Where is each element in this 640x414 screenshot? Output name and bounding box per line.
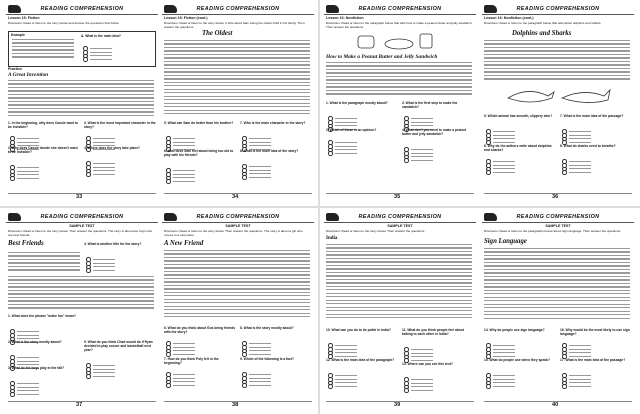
question-2: 2. Which of these is an opinion? [326,128,377,132]
page-number: 34 [232,194,239,200]
sample-test-label: SAMPLE TEST [387,224,413,228]
question-6-options[interactable] [166,162,195,176]
sample-test-label: SAMPLE TEST [69,224,95,228]
directions-text: Directions: Read or listen to the story below. Then answer the questions. [326,229,426,233]
question-7: 7. How do you think Poly felt in the beginning? [164,357,219,365]
story-title: Best Friends [8,240,44,247]
page-header-title: READING COMPREHENSION [40,6,124,12]
page-34 [162,4,314,200]
question-8: 8. What do sharks need to breathe? [560,144,616,148]
sandwich-illustration-icon [354,30,444,52]
story-text [164,40,310,117]
story-title: A New Friend [164,240,204,247]
story-text [484,40,630,82]
question-11-options[interactable] [404,341,433,355]
story-title: India [326,236,338,241]
lesson-title: Lesson 16: Nonfiction (cont.) [484,16,534,20]
question-7-options[interactable] [242,130,271,144]
example-passage [12,39,74,60]
page-number: 38 [232,402,239,408]
question-1: 1. What does the phrase "make fun" mean? [8,314,76,318]
question-17-options[interactable] [562,367,591,381]
page-header-title: READING COMPREHENSION [516,6,600,12]
example-question: A. What is the main idea? [81,34,121,38]
question-5: 5. What do you think Chad would do if Ryan decided to play soccer and basketball next year? [84,340,153,352]
page-header [6,4,158,15]
question-3: 3. What do the boys play in the fall? [8,366,65,370]
page-header [324,4,476,15]
question-11: 11. What do you think people feel about talking to each other in India? [402,328,464,336]
question-2: 2. Why does Cassie decide she doesn't want to be invisible? [8,146,78,154]
question-3-options[interactable] [10,375,39,389]
page-header-title: READING COMPREHENSION [40,214,124,220]
page-header [6,212,158,223]
question-5-options[interactable] [486,123,515,137]
page-header-title: READING COMPREHENSION [358,214,442,220]
sample-test-label: SAMPLE TEST [225,224,251,228]
question-14-options[interactable] [486,337,515,351]
question-6: 6. What do you think about Gus being friends with the story? [164,326,236,334]
page-header [482,4,634,15]
question-1-options[interactable] [328,110,357,124]
question-13-options[interactable] [404,371,433,385]
page-38 [162,212,314,408]
directions-text: Directions: Read or listen to the story below. Then answer the questions. The story is about two boys who are best friends. [8,229,153,237]
page-number: 39 [394,402,401,408]
question-12-options[interactable] [328,367,357,381]
directions-text: Directions: Read or listen to the paragraph below that tells how to make a peanut butter and jelly sandwich. Then answer the questions. [326,21,473,29]
story-text [326,62,472,97]
dolphin-shark-illustration-icon [502,84,612,108]
lesson-title: Lesson 15: Fiction (cont.) [164,16,208,20]
directions-text: Directions: Read or listen to the story below and answer the questions that follow. [8,21,120,25]
story-title: The Oldest [202,30,233,37]
question-4-options[interactable] [86,251,115,265]
question-4: 4. What is another title for the story? [84,242,142,246]
question-9-options[interactable] [242,366,271,380]
story-title: Dolphins and Sharks [512,30,572,37]
question-2-options[interactable] [10,349,39,363]
story-title: How to Make a Peanut Butter and Jelly Sandwich [326,54,438,60]
question-1: 1. What is the paragraph mostly about? [326,101,388,105]
question-7-options[interactable] [166,366,195,380]
question-7-options[interactable] [562,123,591,137]
question-1: 1. In the beginning, why does Cassie want to be invisible? [8,121,78,129]
question-2: 2. What is the story mostly about? [8,340,62,344]
page-number: 40 [552,402,559,408]
page-number: 37 [76,402,83,408]
question-16: 16. Why would be the most likely to use sign language? [560,328,630,336]
question-4-options[interactable] [404,141,433,155]
question-10: 10. What can you do to be polite in India? [326,328,391,332]
directions-text: Directions: Read or listen to the story below. It tells about Sam being the oldest child in his family. Then answer the questions. [164,21,305,29]
story-text [8,276,154,311]
question-2-options[interactable] [328,134,357,148]
question-16-options[interactable] [562,337,591,351]
question-3-options[interactable] [404,110,433,124]
row-divider [0,206,640,208]
directions-text: Directions: Read or listen to the paragraphs below about sign language. Then answer the questions. [484,229,622,233]
question-8-options[interactable] [242,158,271,172]
question-5: 5. What can Sam do better than his brother? [164,121,234,125]
question-4: 4. Where does the story take place? [84,146,141,150]
story-text [8,80,154,118]
directions-text: Directions: Read or listen to the story below. Then answer the questions. The story is about a girl who moves to a new place. [164,229,303,237]
page-37 [6,212,158,408]
question-6-options[interactable] [166,335,195,349]
page-36 [482,4,634,200]
question-14: 14. Why do people use sign language? [484,328,545,332]
example-options[interactable] [83,40,112,54]
lesson-title: Lesson 16: Nonfiction [326,16,364,20]
question-8-options[interactable] [242,335,271,349]
page-40 [482,212,634,408]
question-6-options[interactable] [486,153,515,167]
page-33 [6,4,158,200]
question-17: 17. What is the main idea of the passage? [560,358,626,362]
question-6: 6. Why do the authors write about dolphins and sharks? [484,144,552,152]
question-3-options[interactable] [86,130,115,144]
question-2-options[interactable] [10,159,39,173]
page-number: 33 [76,194,83,200]
story-title: A Great Invention [8,72,49,78]
question-13: 13. Where can you see this text? [402,362,453,366]
question-12: 12. What is the main idea of the paragraph? [326,358,395,362]
page-35 [324,4,476,200]
page-39 [324,212,476,408]
practice-label: Practice [8,67,22,71]
page-header [324,212,476,223]
question-1-options[interactable] [10,323,39,337]
question-5-options[interactable] [166,130,195,144]
page-header-title: READING COMPREHENSION [516,214,600,220]
page-header-title: READING COMPREHENSION [196,6,280,12]
story-text-left [8,252,80,273]
story-text [326,244,472,321]
question-3: 3. What is the most important character in the story? [84,121,156,129]
sample-test-label: SAMPLE TEST [545,224,571,228]
lesson-title: Lesson 15: Fiction [8,16,40,20]
page-header-title: READING COMPREHENSION [196,214,280,220]
example-box [8,31,156,67]
story-title: Sign Language [484,238,527,245]
directions-text: Directions: Read or listen to the paragraph below that tells about dolphins and sharks. [484,21,602,25]
story-text [164,250,310,320]
page-number: 36 [552,194,559,200]
page-header [482,212,634,223]
page-header-title: READING COMPREHENSION [358,6,442,12]
question-8: 8. What is the main idea of the story? [240,149,299,153]
question-7: 7. What is the main idea of the passage? [560,114,624,118]
page-header [162,212,314,223]
question-4-options[interactable] [86,155,115,169]
question-7: 7. Who is the main character in the story? [240,121,306,125]
question-1-options[interactable] [10,130,39,144]
question-5-options[interactable] [86,357,115,371]
example-label: Example [11,33,25,37]
page-header [162,4,314,15]
question-10-options[interactable] [328,337,357,351]
question-8-options[interactable] [562,153,591,167]
question-6: 6. How does Sam feel about being too old to play with his friends? [164,149,234,157]
question-4: 4. What don't you need to make a peanut butter and jelly sandwich? [402,128,466,136]
question-3: 3. What is the first step to make the sandwich? [402,101,458,109]
page-number: 35 [394,194,401,200]
story-text [484,248,630,321]
question-9: 9. Which of the following is a fact? [240,357,295,361]
question-8: 8. What is the story mostly about? [240,326,294,330]
question-5: 5. Which animal has smooth, slippery skin? [484,114,553,118]
question-15-options[interactable] [486,367,515,381]
question-15: 15. What do people use when they speak? [484,358,550,362]
